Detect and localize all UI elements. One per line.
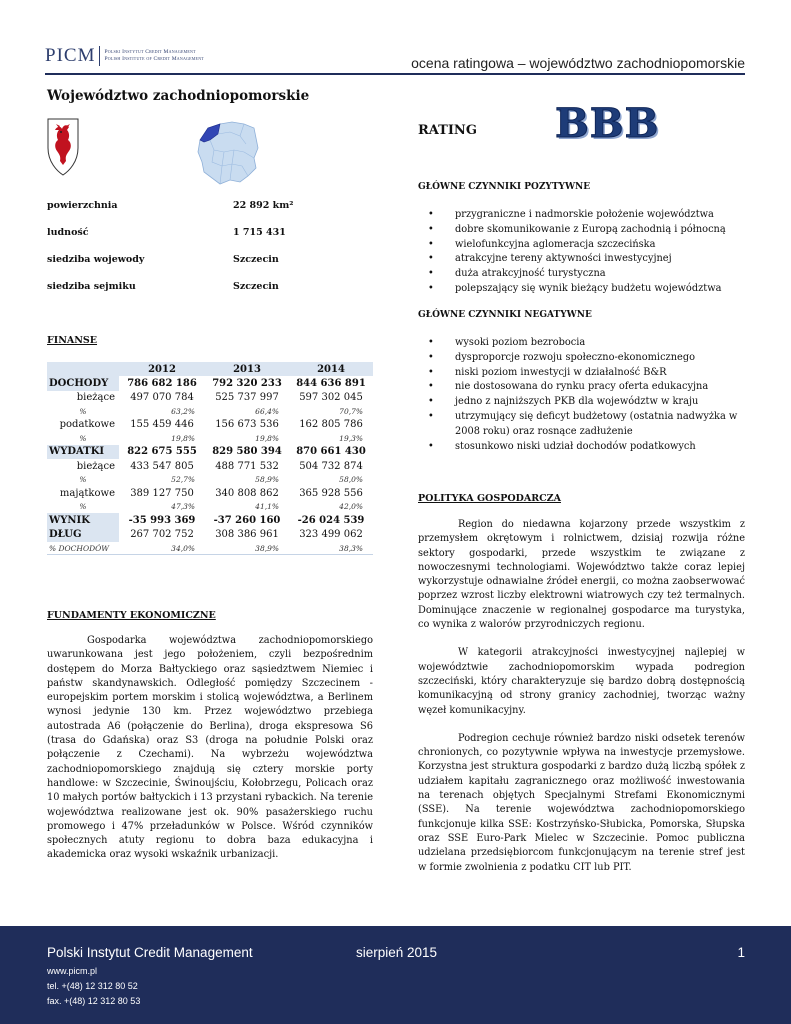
row-label: DŁUG — [47, 528, 119, 543]
cell: 52,7% — [171, 475, 195, 485]
table-row — [47, 459, 373, 474]
cell: 829 580 394 — [212, 446, 282, 458]
cell: 497 070 784 — [130, 392, 194, 404]
table-row — [47, 445, 373, 460]
rating-label: RATING — [418, 123, 477, 138]
table-row — [47, 391, 373, 406]
row-label: % DOCHODÓW — [47, 542, 119, 555]
positives-list — [428, 208, 726, 297]
cell: 597 302 045 — [299, 392, 363, 404]
polityka-heading: POLITYKA GOSPODARCZA — [418, 493, 561, 504]
table-row — [47, 418, 373, 433]
list-item: • wielofunkcyjna aglomeracja szczecińska — [428, 238, 726, 253]
cell: 70,7% — [339, 406, 363, 416]
cell: 365 928 556 — [299, 487, 363, 499]
fact-row-population — [47, 227, 347, 241]
table-corner — [47, 362, 119, 376]
footer-date: sierpień 2015 — [356, 945, 438, 960]
fact-value: Szczecin — [233, 281, 279, 292]
fact-label: siedziba wojewody — [47, 254, 145, 265]
cell: 47,3% — [171, 502, 195, 512]
cell: 38,9% — [205, 542, 289, 555]
logo-subtitle-pl: Polski Instytut Credit Management — [104, 49, 196, 55]
cell: 58,9% — [255, 475, 279, 485]
cell: 525 737 997 — [215, 392, 279, 404]
list-item: • polepszający się wynik bieżący budżetu województwa — [428, 282, 726, 297]
cell: 19,8% — [255, 433, 279, 443]
cell: -35 993 369 — [128, 514, 196, 526]
list-item: • wysoki poziom bezrobocia — [428, 336, 750, 351]
list-item: • stosunkowo niski udział dochodów podatkowych — [428, 440, 750, 455]
row-label: WYDATKI — [47, 445, 119, 460]
paragraph: Gospodarka województwa zachodniopomorskiego uwarunkowana jest jego położeniem, czyli bezpośrednim dostępem do Morza Bałtyckiego oraz sąsiedztwem Niemiec i państw skandynawskich. Odległość pomiędzy Szczecinem - europejskim portem morskim i stolicą województwa, a Berlinem wynosi jedynie 130 km. Przez województwo przebiega autostrada A6 (połączenie do Berlina), droga ekspresowa S6 (trasa do Gdańska) oraz S3 (droga na południe Polski oraz połączenie z Czechami). Na wybrzeżu województwa zachodniopomorskiego znajdują się cztery morskie porty handlowe: w Szczecinie, Świnoujściu, Kołobrzegu, Policach oraz 10 małych portów bałtyckich i 13 przystani rybackich. Na terenie województwa realizowane jest ok. 90% pasażerskiego ruchu promowego i 47% przeładunków w Polsce. Wśród czynników społecznych atuty regionu to dobra baza edukacyjna i akademicka oraz wysoki wskaźnik urbanizacji. — [47, 635, 373, 861]
footer-organization: Polski Instytut Credit Management — [47, 945, 253, 960]
fact-row-assembly-seat — [47, 281, 347, 295]
finance-heading: FINANSE — [47, 335, 98, 346]
table-row — [47, 513, 373, 528]
document-title: ocena ratingowa – województwo zachodniopomorskie — [411, 55, 745, 71]
fundamenty-heading: FUNDAMENTY EKONOMICZNE — [47, 610, 216, 621]
table-row — [47, 432, 373, 445]
header-rule — [45, 73, 745, 75]
list-item: • jedno z najniższych PKB dla województw w kraju — [428, 395, 750, 410]
list-item: • dobre skomunikowanie z Europą zachodnią i północną — [428, 223, 726, 238]
cell: 66,4% — [255, 406, 279, 416]
row-label: podatkowe — [59, 419, 115, 431]
logo-subtitle-en: Polish Institute of Credit Management — [104, 56, 204, 62]
page-number: 1 — [737, 945, 745, 960]
fundamenty-text — [47, 634, 373, 863]
table-header-row — [47, 362, 373, 376]
poland-map-icon — [196, 120, 260, 186]
list-item: • duża atrakcyjność turystyczna — [428, 267, 726, 282]
positives-heading: GŁÓWNE CZYNNIKI POZYTYWNE — [418, 182, 591, 192]
year-header: 2014 — [289, 362, 373, 376]
fact-label: powierzchnia — [47, 200, 118, 211]
cell: 155 459 446 — [130, 419, 194, 431]
year-header: 2013 — [205, 362, 289, 376]
coat-of-arms-icon — [47, 118, 79, 176]
region-title: Województwo zachodniopomorskie — [47, 88, 310, 104]
cell: 786 682 186 — [127, 377, 197, 389]
table-row — [47, 501, 373, 514]
paragraph: Region do niedawna kojarzony przede wszystkim z przemysłem okrętowym i rolnictwem, dzisiaj rozwija różne sektory gospodarki, przede wszystkim te związane z nowoczesnymi technologiami. Województwo także coraz lepiej wykorzystuje odnawialne źródeł energii, co można zaobserwować poprzez wzrost liczby elektrowni wiatrowych czy też termalnych. Dominujące znaczenie w regionalnej gospodarce ma turystyka, co wynika z walorów przyrodniczych regionu. — [418, 519, 745, 631]
row-label: WYNIK — [47, 513, 119, 528]
table-row — [47, 486, 373, 501]
cell: 267 702 752 — [130, 529, 194, 541]
row-label: bieżące — [76, 392, 115, 404]
cell: 162 805 786 — [299, 419, 363, 431]
negatives-heading: GŁÓWNE CZYNNIKI NEGATYWNE — [418, 310, 592, 320]
cell: 156 673 536 — [215, 419, 279, 431]
footer-website[interactable]: www.picm.pl — [47, 966, 98, 976]
cell: 19,3% — [339, 433, 363, 443]
cell: 488 771 532 — [215, 460, 279, 472]
table-row — [47, 474, 373, 487]
cell: 38,3% — [289, 542, 373, 555]
cell: 323 499 062 — [299, 529, 363, 541]
cell: 41,1% — [255, 502, 279, 512]
cell: 42,0% — [339, 502, 363, 512]
year-header: 2012 — [119, 362, 205, 376]
cell: 19,8% — [171, 433, 195, 443]
fact-value: 1 715 431 — [233, 227, 286, 238]
cell: 792 320 233 — [212, 377, 282, 389]
footer — [0, 926, 791, 1024]
list-item: • utrzymujący się deficyt budżetowy (ostatnia nadwyżka w 2008 roku) oraz rosnące zadłużenie — [428, 410, 750, 440]
table-row — [47, 376, 373, 391]
list-item: • dysproporcje rozwoju społeczno-ekonomicznego — [428, 351, 750, 366]
logo-separator — [99, 46, 100, 66]
cell: 504 732 874 — [299, 460, 363, 472]
fact-value: 22 892 km² — [233, 200, 294, 211]
fact-row-area — [47, 200, 347, 214]
list-item: • nie dostosowana do rynku pracy oferta edukacyjna — [428, 380, 750, 395]
row-label: % — [79, 475, 87, 485]
row-label: bieżące — [76, 460, 115, 472]
table-row — [47, 542, 373, 555]
fact-row-governor-seat — [47, 254, 347, 268]
paragraph: Podregion cechuje również bardzo niski odsetek terenów chronionych, co pozytywnie wpływa na inwestycje przemysłowe. Korzystna jest struktura gospodarki z bardzo dużą liczbą spółek z udziałem kapitału zagranicznego oraz możliwość inwestowania na terenach objętych Specjalnymi Strefami Ekonomicznymi (SSE). Na terenie województwa zachodniopomorskiego funkcjonuje kilka SSE: Kostrzyńsko-Słubicka, Pomorska, Słupska oraz SSE Euro-Park Mielec w Szczecinie. Pomoc publiczna udzielana przedsiębiorcom funkcjonującym na terenie stref jest w formie zwolnienia z podatku CIT lub PIT. — [418, 732, 745, 873]
row-label: majątkowe — [59, 487, 115, 499]
cell: 844 636 891 — [296, 377, 366, 389]
cell: 870 661 430 — [296, 446, 366, 458]
logo-subtitle — [104, 49, 203, 63]
footer-fax: fax. +(48) 12 312 80 53 — [47, 996, 141, 1006]
finance-table — [47, 362, 373, 555]
row-label: % — [79, 433, 87, 443]
cell: 34,0% — [119, 542, 205, 555]
paragraph: W kategorii atrakcyjności inwestycyjnej najlepiej w województwie zachodniopomorskim wypada podregion szczeciński, który charakteryzuje się bardzo dobrą dostępnością komunikacyjną od strony granicy zachodniej, tworząc ważny węzeł komunikacyjny. — [418, 647, 745, 716]
row-label: % — [79, 406, 87, 416]
logo-main-text: PICM — [45, 45, 96, 66]
list-item: • niski poziom inwestycji w działalność B&R — [428, 366, 750, 381]
cell: 63,2% — [171, 406, 195, 416]
cell: 340 808 862 — [215, 487, 279, 499]
table-row — [47, 405, 373, 418]
list-item: • przygraniczne i nadmorskie położenie województwa — [428, 208, 726, 223]
row-label: % — [79, 502, 87, 512]
cell: 822 675 555 — [127, 446, 197, 458]
cell: 433 547 805 — [130, 460, 194, 472]
fact-label: siedziba sejmiku — [47, 281, 136, 292]
cell: 58,0% — [339, 475, 363, 485]
list-item: • atrakcyjne tereny aktywności inwestycyjnej — [428, 252, 726, 267]
footer-phone: tel. +(48) 12 312 80 52 — [47, 981, 138, 991]
rating-value: BBB — [555, 100, 660, 147]
row-label: DOCHODY — [47, 376, 119, 391]
picm-logo — [45, 45, 204, 67]
fact-label: ludność — [47, 227, 89, 238]
cell: 308 386 961 — [215, 529, 279, 541]
cell: -26 024 539 — [297, 514, 365, 526]
cell: 389 127 750 — [130, 487, 194, 499]
cell: -37 260 160 — [213, 514, 281, 526]
negatives-list — [428, 336, 750, 454]
table-row — [47, 528, 373, 543]
fact-value: Szczecin — [233, 254, 279, 265]
polityka-text — [418, 518, 745, 875]
